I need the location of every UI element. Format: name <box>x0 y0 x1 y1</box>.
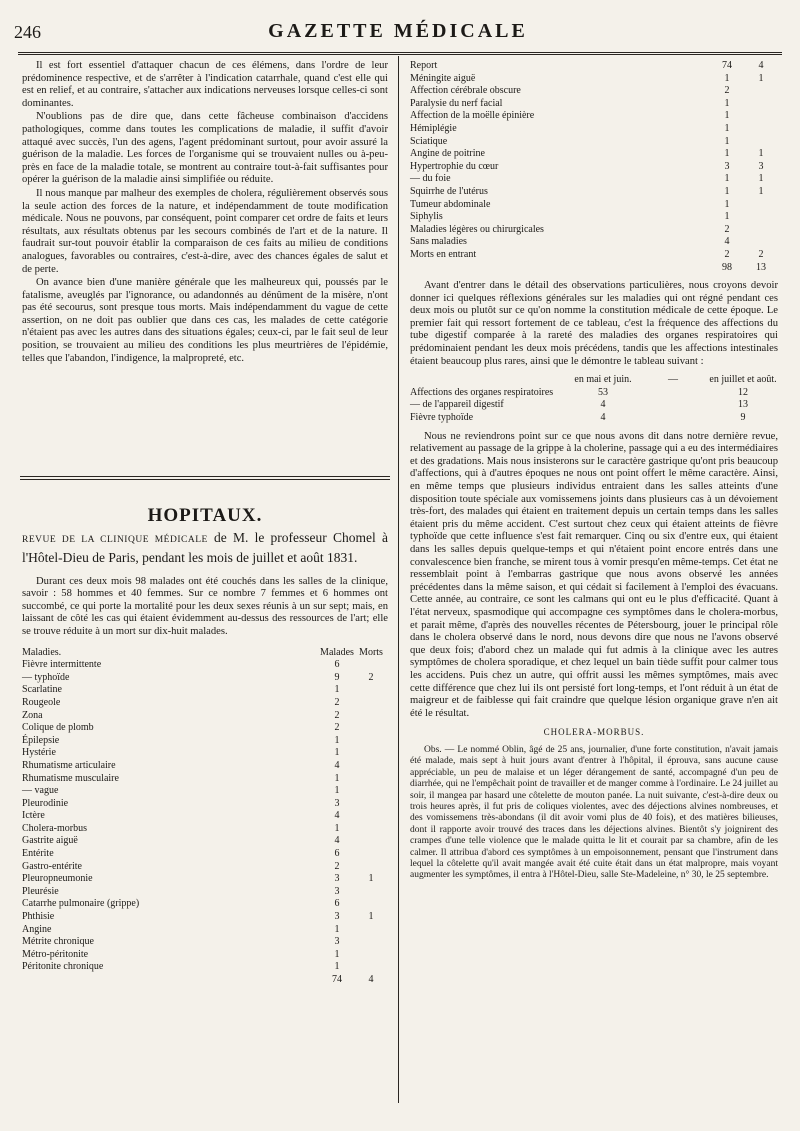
affection-name: — de l'appareil digestif <box>410 399 504 411</box>
disease-name: Scarlatine <box>22 684 62 696</box>
table-row <box>410 161 778 174</box>
death-count: 1 <box>368 911 374 923</box>
count-july-august: 12 <box>738 386 748 398</box>
table-row <box>410 148 778 161</box>
table-row <box>22 773 388 786</box>
disease-name: Catarrhe pulmonaire (grippe) <box>22 898 140 910</box>
disease-name: Métro-péritonite <box>22 948 89 960</box>
paragraph: Il est fort essentiel d'attaquer chacun de ces élémens, dans l'ordre de leur prédominence respective, et de s'arrêter à l'indication catarrhale, quand c'est elle qui est en relief, et au contraire, s'attacher aux indications nerveuses lorsque celles-ci sont dominantes. <box>22 60 388 109</box>
report-patients: 74 <box>722 60 732 71</box>
death-count <box>354 848 388 861</box>
disease-name: Angine <box>22 923 52 935</box>
table-row <box>22 710 388 723</box>
death-count <box>744 199 778 212</box>
maladies-table <box>22 647 388 987</box>
death-count <box>354 898 388 911</box>
revue-rest: de M. le professeur Chomel à l'Hôtel-Dieu de Paris, pendant les mois de juillet et août 1831. <box>22 529 388 565</box>
disease-name: Gastro-entérite <box>22 860 82 872</box>
patient-count: 3 <box>334 885 340 897</box>
table-row <box>22 961 388 974</box>
total-patients: 98 <box>722 261 732 273</box>
disease-name: Épilepsie <box>22 734 60 746</box>
spacer <box>22 974 320 987</box>
disease-name: Siphylis <box>410 211 443 223</box>
death-count <box>354 949 388 962</box>
table-row <box>22 886 388 899</box>
paragraph: N'oublions pas de dire que, dans cette fâcheuse combinaison d'accidens pathologiques, comme dans toutes les complications de maladie, il suffit d'avoir attaqué avec succès, l'un des agens, l'agent prédominant surtout, pour avoir assuré la guérison de la maladie. Les forces de l'organisme qui se trouvaient nulles ou à-peu-près en face de la maladie totale, se montrent au contraire tout-à-fait suffisantes pour opérer la guérison de la maladie ainsi simplifiée ou réduite. <box>22 111 388 186</box>
table-row <box>22 974 388 987</box>
disease-name: Phthisie <box>22 911 55 923</box>
observation-paragraph: Obs. — Le nommé Oblin, âgé de 25 ans, journalier, d'une forte constitution, n'avait jamais été malade, mais sept à huit jours avant d'entrer à l'hôpital, il éprouva, sans aucune cause appréciable, un peu de malaise et un léger dérangement de santé, accompagné d'un peu de diarrhée, qui ne l'empêchait point de travailler et de manger comme à l'ordinaire. Le 24 juillet au soir, il mangea par hasard une côtelette de mouton panée. La nuit suivante, c'est-à-dire deux ou trois heures après, il fut pris de coliques violentes, avec des déjections alvines nombreuses, et des vomissemens très-abondans (il dit avoir vomi plus de 40 fois), et des matières bilieuses, dont il rapporte avoir trouvé des traces dans les déjections alvines. Bientôt s'y joignirent des crampes d'une telle violence que le malade quitta le lit et courait par sa chambre, afin de les calmer. Il attribua d'abord ces symptômes à un empoisonnement, pensant que l'instrument dans lequel la côtelette qu'il avait mangée avait été cuite était dans un état malpropre, mais voyant augmenter les symptômes, il entra à l'Hôtel-Dieu, salle Ste-Madeleine, n° 30, le 25 septembre. <box>410 744 778 881</box>
revue-lead: REVUE DE LA CLINIQUE MÉDICALE <box>22 534 208 545</box>
patient-count: 6 <box>334 659 340 671</box>
table-row <box>410 123 778 136</box>
table-row <box>22 898 388 911</box>
table-row <box>22 823 388 836</box>
table-row <box>410 412 778 425</box>
table-row <box>410 387 778 400</box>
table-row <box>410 60 778 73</box>
table-row <box>410 224 778 237</box>
disease-name: Pleurésie <box>22 885 59 897</box>
table-row <box>410 136 778 149</box>
count-may-june: 4 <box>600 399 606 411</box>
death-count: 1 <box>368 873 374 885</box>
patient-count: 1 <box>334 734 340 746</box>
death-count <box>744 236 778 249</box>
disease-name: Gastrite aiguë <box>22 835 78 847</box>
patient-count: 1 <box>724 97 730 109</box>
death-count <box>354 684 388 697</box>
patient-count: 4 <box>334 759 340 771</box>
table-row <box>410 173 778 186</box>
total-deaths: 13 <box>756 261 766 273</box>
table-row <box>22 936 388 949</box>
disease-name: Hystérie <box>22 747 56 759</box>
disease-name: Entérite <box>22 848 54 860</box>
patient-count: 1 <box>334 747 340 759</box>
table-row <box>22 659 388 672</box>
disease-name: Ictère <box>22 810 45 822</box>
disease-name: Méningite aiguë <box>410 72 476 84</box>
patient-count: 2 <box>334 709 340 721</box>
patient-count: 1 <box>724 173 730 185</box>
patient-count: 1 <box>724 148 730 160</box>
table-row <box>22 924 388 937</box>
patient-count: 6 <box>334 848 340 860</box>
table-row <box>410 399 778 412</box>
disease-name: Maladies légères ou chirurgicales <box>410 223 544 235</box>
spacer <box>638 387 708 400</box>
disease-name: Angine de poitrine <box>410 148 485 160</box>
table-row <box>22 848 388 861</box>
death-count <box>744 98 778 111</box>
comparison-table <box>410 374 778 424</box>
patient-count: 1 <box>724 122 730 134</box>
table-row <box>410 236 778 249</box>
patient-count: 3 <box>334 797 340 809</box>
patient-count: 4 <box>334 810 340 822</box>
death-count: 1 <box>758 72 764 84</box>
table-row <box>410 199 778 212</box>
affection-name: Affections des organes respiratoires <box>410 386 554 398</box>
death-count <box>354 798 388 811</box>
intro-paragraph: Durant ces deux mois 98 malades ont été couchés dans les salles de la clinique, savoir : 58 hommes et 40 femmes. Sur ce nombre 7 femmes et 6 hommes ont succombé, ce qui porte la mortalité pour les deux sexes réunis à un sur sept; mais, en laissant de côté les cas qui étaient évidemment au-dessus des ressources de l'art; elle se trouve réduite à un mort sur dix-huit malades. <box>22 575 388 637</box>
table-row <box>22 760 388 773</box>
total-patients: 74 <box>332 974 342 985</box>
disease-name: Squirrhe de l'utérus <box>410 185 488 197</box>
patient-count: 3 <box>334 936 340 948</box>
paragraph: Nous ne reviendrons point sur ce que nous avons dit dans notre dernière revue, relativement au passage de la grippe à la cholerine, passage qui a eu des intermédiaires et des gradations. Mais nous insisterons sur le caractère gastrique qu'ont pris beaucoup d'affections, qui à d'autres époques ne nous ont point offert le même caractère. Ainsi, en même temps que plusieurs individus entraient dans les salles atteints d'une disposition toute spéciale aux vomissemens joints dans plusieurs cas à un dévoiement très-fort, des malades qui étaient en traitement depuis un certain temps dans les salles étaient pris du même accident. C'est surtout chez ceux qui étaient atteints de fièvre typhoïde que cette influence s'est fait remarquer. Cinq ou six d'entre eux, qui étaient dans les salles depuis quelque-temps et qui n'étaient point encore entrés dans une convalescence bien franche, se mirent tous à vomir presqu'en même-temps. Cet état ne ressemblait point à l'embarras gastrique que nous avons observé les années précédentes dans la même saison, et qui cédait si facilement à l'emploi des évacuans. Cette année, au contraire, ce sont les calmans qui ont eu le plus d'efficacité. Quant à l'état nerveux, spasmodique qui accompagne ces symptômes dans le cholera-morbus, et parait même, d'après des nouvelles récentes de Pétersbourg, jouer le principal rôle dans le cholera observé dans le nord, nous devons dire que nous ne l'avons observé que deux fois; d'abord chez un malade qui fut admis à la clinique avec les autres symptômes de cholera sporadique, et chez lequel un bain tiède suffit pour calmer tous les accidens. Puis chez un autre, qui offrit aussi les mêmes symptômes, mais avec cette différence que chez lui ils ont persisté fort long-temps, et l'ont réduit à un état de maigreur et de faiblesse qui fait craindre que quelque lésion organique grave n'en ait été le résultat. <box>410 430 778 719</box>
count-may-june: 4 <box>600 412 606 424</box>
patient-count: 2 <box>334 722 340 734</box>
death-count <box>354 810 388 823</box>
death-count <box>354 697 388 710</box>
column-separator <box>398 56 399 1103</box>
table-row <box>22 672 388 685</box>
patient-count: 1 <box>724 198 730 210</box>
death-count <box>354 785 388 798</box>
disease-name: Zona <box>22 709 43 721</box>
patient-count: 1 <box>334 961 340 973</box>
spacer <box>410 374 568 387</box>
paragraph: Il nous manque par malheur des exemples de cholera, régulièrement observés sous la seule action des forces de la nature, et indépendamment de toute modification médicale. Nous ne pouvons, par conséquent, point comparer cet ordre de faits et leurs résultats, aux résultats obtenus par les secours combinés de l'art et de la nature. Il faudrait sur-tout pouvoir établir la comparaison de ces faits au milieu de conditions analogues, favorables ou contraires, c'est-à-dire, avec des chances égales de salut et de perte. <box>22 187 388 275</box>
table-row <box>22 835 388 848</box>
revue-heading <box>22 529 388 566</box>
patient-count: 9 <box>334 671 340 683</box>
disease-name: Morts en entrant <box>410 248 477 260</box>
death-count <box>354 722 388 735</box>
disease-name: Affection de la moëlle épinière <box>410 110 535 122</box>
patient-count: 1 <box>334 684 340 696</box>
death-count <box>354 924 388 937</box>
table-row <box>410 85 778 98</box>
disease-name: — typhoïde <box>22 671 70 683</box>
death-count: 2 <box>758 248 764 260</box>
patient-count: 3 <box>724 160 730 172</box>
death-count <box>354 747 388 760</box>
death-count: 1 <box>758 148 764 160</box>
patient-count: 1 <box>334 822 340 834</box>
column-header: Maladies. <box>22 646 62 658</box>
patient-count: 1 <box>334 772 340 784</box>
death-count: 1 <box>758 173 764 185</box>
disease-name: — vague <box>22 785 59 797</box>
death-count <box>354 936 388 949</box>
table-row <box>22 747 388 760</box>
patient-count: 1 <box>724 72 730 84</box>
death-count <box>354 823 388 836</box>
disease-name: Hémiplégie <box>410 122 457 134</box>
report-label: Report <box>410 60 438 71</box>
death-count <box>354 659 388 672</box>
table-row <box>410 262 778 275</box>
patient-count: 2 <box>724 248 730 260</box>
patient-count: 4 <box>724 236 730 248</box>
table-row <box>22 647 388 660</box>
patient-count: 1 <box>334 923 340 935</box>
patient-count: 1 <box>724 185 730 197</box>
patient-count: 1 <box>724 135 730 147</box>
disease-name: Fièvre intermittente <box>22 659 102 671</box>
death-count <box>354 861 388 874</box>
column-header: en juillet et août. <box>709 374 777 386</box>
disease-name: Sciatique <box>410 135 448 147</box>
disease-name: Tumeur abdominale <box>410 198 491 210</box>
death-count: 2 <box>368 671 374 683</box>
death-count <box>744 110 778 123</box>
maladies-table-continued <box>410 60 778 274</box>
death-count <box>744 136 778 149</box>
table-row <box>410 73 778 86</box>
disease-name: Rougeole <box>22 696 61 708</box>
patient-count: 2 <box>334 860 340 872</box>
table-row <box>22 684 388 697</box>
table-row <box>22 722 388 735</box>
death-count <box>354 710 388 723</box>
patient-count: 3 <box>334 873 340 885</box>
table-row <box>22 861 388 874</box>
count-july-august: 9 <box>740 412 746 424</box>
table-row <box>22 810 388 823</box>
table-row <box>410 249 778 262</box>
disease-name: Colique de plomb <box>22 722 94 734</box>
left-column <box>22 60 388 366</box>
disease-name: Rhumatisme musculaire <box>22 772 119 784</box>
table-row <box>22 949 388 962</box>
patient-count: 1 <box>724 110 730 122</box>
disease-name: Péritonite chronique <box>22 961 104 973</box>
disease-name: Métrite chronique <box>22 936 94 948</box>
table-row <box>22 911 388 924</box>
disease-name: Sans maladies <box>410 236 467 248</box>
table-row <box>410 211 778 224</box>
affection-name: Fièvre typhoïde <box>410 412 474 424</box>
patient-count: 2 <box>334 696 340 708</box>
table-row <box>22 697 388 710</box>
patient-count: 1 <box>334 785 340 797</box>
table-row <box>410 110 778 123</box>
paragraph: On avance bien d'une manière générale que les malheureux qui, poussés par le fatalisme, aveuglés par l'ignorance, ou adandonnés au dénûment de la misère, n'ont pas été secourus, sont presque tous morts. Mais indépendamment du vague de cette assertion, on ne doit pas oublier que dans ces cas, les malades de cette catégorie n'étaient pas avec les autres dans des situations égales; ceux-ci, par le fait seul de leur position, se trouvaient au milieu des conditions les plus meurtrières de l'épidémie, telles que l'abandon, l'indigence, la malpropreté, etc. <box>22 277 388 364</box>
death-count: 3 <box>758 160 764 172</box>
disease-name: Rhumatisme articulaire <box>22 759 116 771</box>
table-row <box>410 374 778 387</box>
patient-count: 4 <box>334 835 340 847</box>
patient-count: 6 <box>334 898 340 910</box>
death-count <box>354 835 388 848</box>
disease-name: Paralysie du nerf facial <box>410 97 503 109</box>
death-count <box>354 886 388 899</box>
column-header: — <box>668 374 678 386</box>
death-count <box>744 224 778 237</box>
table-row <box>22 798 388 811</box>
patient-count: 2 <box>724 85 730 97</box>
table-row <box>410 98 778 111</box>
death-count <box>354 760 388 773</box>
spacer <box>638 399 708 412</box>
death-count <box>744 211 778 224</box>
spacer <box>638 412 708 425</box>
total-deaths: 4 <box>368 974 374 985</box>
column-header: Malades <box>320 646 354 658</box>
column-header: Morts <box>359 646 383 658</box>
table-row <box>22 785 388 798</box>
section-title: HOPITAUX. <box>147 505 263 526</box>
table-row <box>410 186 778 199</box>
patient-count: 1 <box>334 948 340 960</box>
column-header: en mai et juin. <box>574 374 632 386</box>
section-rule <box>20 476 390 480</box>
cholera-heading: CHOLERA-MORBUS. <box>543 727 645 738</box>
patient-count: 2 <box>724 223 730 235</box>
disease-name: Cholera-morbus <box>22 822 87 834</box>
death-count <box>354 773 388 786</box>
right-column <box>410 60 778 883</box>
page-header <box>14 20 782 50</box>
patient-count: 3 <box>334 911 340 923</box>
hopitaux-section <box>22 505 388 987</box>
paragraph: Avant d'entrer dans le détail des observations particulières, nous croyons devoir donner ici quelques réflexions générales sur les maladies qui ont régné pendant ces deux mois ou plutôt sur ce qu'on nomme la constitution médicale de cette époque. Le premier fait qui ressort fortement de ce tableau, c'est la fréquence des affections du tube digestif comparée à la rareté des maladies des organes respiratoires qui prédominaient pendant les deux mois précédens, tandis que les affections intestinales étaient beaucoup plus rares, ainsi que le démontre le tableau suivant : <box>410 280 778 367</box>
disease-name: Hypertrophie du cœur <box>410 160 499 172</box>
death-count <box>354 735 388 748</box>
disease-name: — du foie <box>410 173 451 185</box>
header-rule <box>18 52 782 55</box>
patient-count: 1 <box>724 211 730 223</box>
count-july-august: 13 <box>738 399 748 411</box>
disease-name: Pleurodinie <box>22 797 69 809</box>
journal-title: GAZETTE MÉDICALE <box>268 20 528 42</box>
death-count <box>744 85 778 98</box>
page-number: 246 <box>14 22 41 42</box>
death-count: 1 <box>758 185 764 197</box>
disease-name: Pleuropneumonie <box>22 873 93 885</box>
spacer <box>410 262 710 275</box>
table-row <box>22 735 388 748</box>
death-count <box>354 961 388 974</box>
count-may-june: 53 <box>598 386 608 398</box>
disease-name: Affection cérébrale obscure <box>410 85 521 97</box>
death-count <box>744 123 778 136</box>
table-row <box>22 873 388 886</box>
report-deaths: 4 <box>758 60 764 71</box>
